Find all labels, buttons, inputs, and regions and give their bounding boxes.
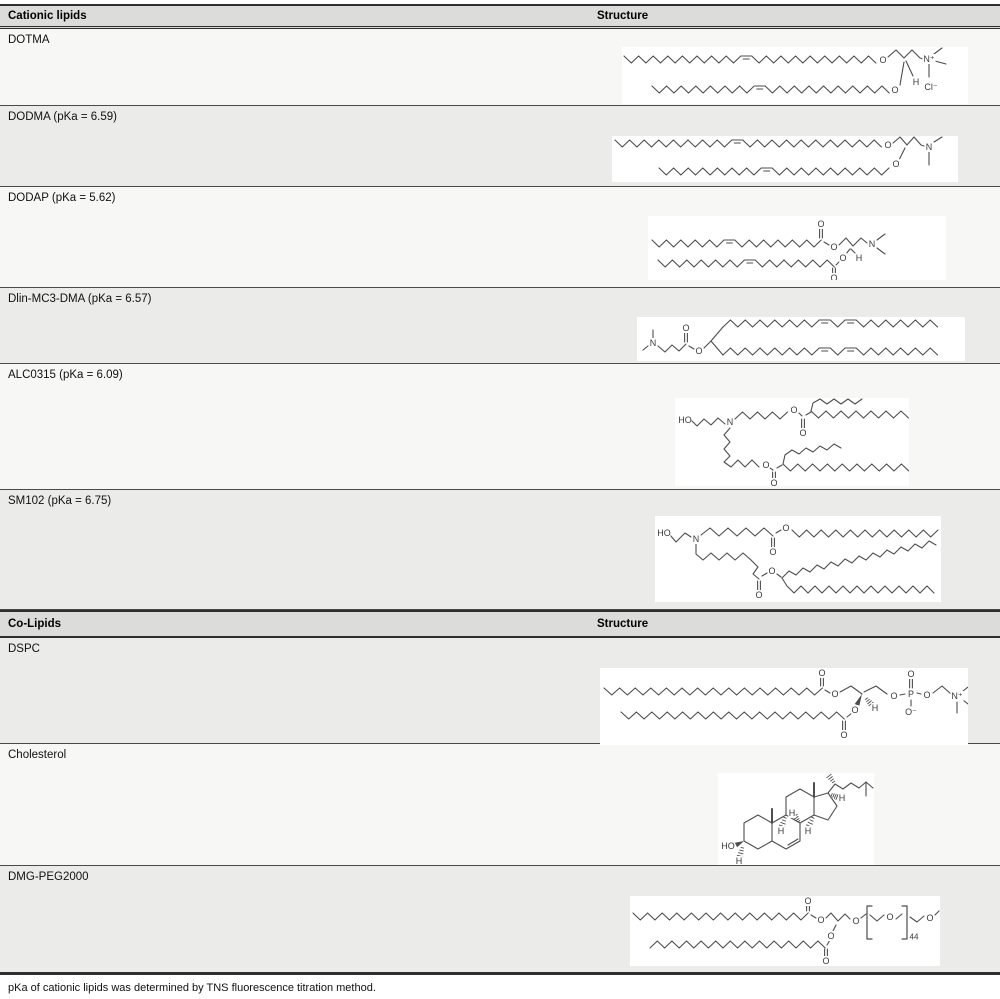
- alc0315-structure: [675, 398, 909, 486]
- svg-text:O: O: [884, 140, 892, 150]
- sm102-structure: [655, 516, 941, 602]
- dotma-structure-svg: [622, 47, 968, 104]
- dodap-structure: [648, 216, 946, 280]
- svg-text:Cl⁻: Cl⁻: [924, 82, 938, 92]
- header-col-cationic-lipids: Cationic lipids: [8, 10, 87, 22]
- svg-text:O: O: [799, 428, 807, 438]
- svg-text:O: O: [907, 669, 915, 679]
- dspc-structure-svg: [600, 668, 968, 745]
- svg-text:O: O: [852, 916, 860, 926]
- svg-text:H: H: [871, 703, 879, 713]
- svg-text:O: O: [886, 912, 894, 922]
- svg-text:HO: HO: [657, 528, 671, 538]
- svg-text:O: O: [831, 689, 839, 699]
- svg-text:O: O: [891, 85, 899, 95]
- svg-text:O: O: [818, 668, 826, 678]
- dspc-structure: [600, 668, 968, 745]
- svg-text:HO: HO: [721, 841, 735, 851]
- dlin-mc3-dma-structure-svg: [637, 317, 965, 361]
- header-cationic-lipids: [0, 4, 1000, 29]
- svg-text:O: O: [768, 566, 776, 576]
- svg-text:H: H: [804, 826, 812, 836]
- lipid-name-dodma: DODMA (pKa = 6.59): [8, 111, 117, 123]
- svg-text:N: N: [649, 338, 657, 348]
- svg-text:O: O: [851, 705, 859, 715]
- svg-text:H: H: [912, 77, 920, 87]
- svg-text:H: H: [855, 253, 863, 263]
- svg-text:O: O: [762, 460, 770, 470]
- lipid-name-alc0315: ALC0315 (pKa = 6.09): [8, 369, 123, 381]
- svg-text:N: N: [726, 417, 734, 427]
- lipid-name-dlin-mc3-dma: Dlin-MC3-DMA (pKa = 6.57): [8, 293, 152, 305]
- svg-text:O: O: [830, 242, 838, 252]
- cholesterol-structure: [718, 773, 874, 865]
- header-col-structure-1: Structure: [597, 10, 649, 22]
- svg-text:O: O: [682, 323, 690, 333]
- dlin-mc3-dma-structure: [637, 317, 965, 361]
- svg-text:O: O: [770, 478, 778, 486]
- alc0315-structure-svg: [675, 398, 909, 486]
- svg-text:O: O: [839, 253, 847, 263]
- svg-text:H: H: [788, 808, 796, 818]
- svg-text:O: O: [840, 730, 848, 740]
- svg-text:O: O: [830, 273, 838, 280]
- dodap-structure-svg: [648, 216, 946, 280]
- svg-text:N: N: [925, 142, 933, 152]
- svg-text:N: N: [692, 534, 700, 544]
- svg-text:O: O: [817, 915, 825, 925]
- lipid-name-sm102: SM102 (pKa = 6.75): [8, 495, 112, 507]
- dodma-structure: [612, 136, 958, 182]
- lipid-name-dodap: DODAP (pKa = 5.62): [8, 192, 116, 204]
- svg-text:N⁺: N⁺: [951, 691, 963, 701]
- header-col-co-lipids: Co-Lipids: [8, 618, 62, 630]
- svg-text:N: N: [868, 239, 876, 249]
- svg-text:H: H: [735, 856, 743, 865]
- svg-text:O: O: [822, 956, 830, 966]
- svg-text:O: O: [892, 159, 900, 169]
- cholesterol-structure-svg: [718, 773, 874, 865]
- dmg-peg2000-structure-svg: [630, 896, 940, 966]
- lipid-name-cholesterol: Cholesterol: [8, 749, 67, 761]
- dmg-peg2000-structure: [630, 896, 940, 966]
- svg-text:O: O: [790, 405, 798, 415]
- svg-text:O: O: [755, 590, 763, 600]
- svg-text:O: O: [804, 896, 812, 906]
- svg-text:O⁻: O⁻: [905, 707, 917, 717]
- sm102-structure-svg: [655, 516, 941, 602]
- table-footnote: pKa of cationic lipids was determined by TNS fluorescence titration method.: [8, 982, 376, 994]
- svg-text:O: O: [827, 931, 835, 941]
- svg-text:P: P: [907, 689, 915, 699]
- svg-text:O: O: [926, 913, 934, 923]
- lipid-name-dspc: DSPC: [8, 643, 40, 655]
- dotma-structure: [622, 47, 968, 104]
- svg-text:44: 44: [909, 932, 919, 942]
- dodma-structure-svg: [612, 136, 958, 182]
- svg-text:O: O: [879, 55, 887, 65]
- lipid-name-dotma: DOTMA: [8, 34, 50, 46]
- svg-text:O: O: [923, 690, 931, 700]
- svg-text:O: O: [817, 219, 825, 229]
- lipid-name-dmg-peg2000: DMG-PEG2000: [8, 871, 89, 883]
- header-co-lipids: [0, 610, 1000, 638]
- svg-text:O: O: [769, 547, 777, 557]
- header-col-structure-2: Structure: [597, 618, 649, 630]
- svg-text:O: O: [890, 691, 898, 701]
- svg-text:N⁺: N⁺: [923, 54, 935, 64]
- svg-text:HO: HO: [678, 415, 692, 425]
- svg-text:O: O: [782, 523, 790, 533]
- svg-text:H: H: [838, 793, 846, 803]
- svg-text:O: O: [695, 346, 703, 356]
- svg-text:H: H: [777, 826, 785, 836]
